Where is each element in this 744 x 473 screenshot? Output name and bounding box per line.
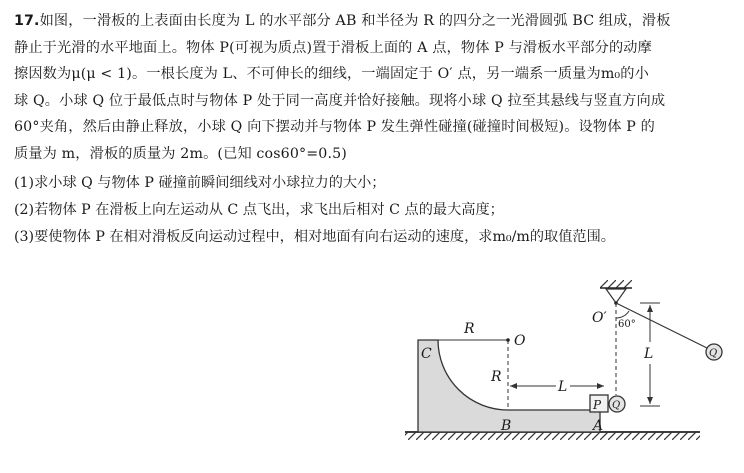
label-l-vertical: L: [644, 346, 654, 362]
label-b: B: [501, 418, 512, 434]
length-arrowhead-right: [597, 383, 604, 389]
problem-line-2: 静止于光滑的水平地面上。物体 P(可视为质点)置于滑板上面的 A 点，物体 P 与滑板水平部分的动摩: [14, 39, 652, 56]
dim-arrowhead-top: [647, 305, 653, 312]
ceiling-hatch: [600, 280, 632, 288]
label-q-bottom: Q: [612, 400, 621, 411]
angle-arc: [616, 311, 629, 318]
problem-line-3: 擦因数为μ(μ < 1)。一根长度为 L、不可伸长的细线，一端固定于 O′ 点，另一端系一质量为m₀的小: [14, 66, 649, 82]
dim-arrowhead-bottom: [647, 397, 653, 404]
label-r-top: R: [464, 321, 475, 337]
problem-number: 17.: [14, 13, 40, 29]
label-p: P: [593, 398, 602, 412]
problem-line-4: 球 Q。小球 Q 位于最低点时与物体 P 处于同一高度并恰好接触。现将小球 Q 拉至其悬线与竖直方向成: [14, 92, 666, 109]
label-o-prime: O′: [592, 310, 607, 326]
question-1: (1)求小球 Q 与物体 P 碰撞前瞬间细线对小球拉力的大小；: [14, 175, 386, 191]
label-r-side: R: [491, 369, 502, 385]
ground-hatch: [405, 432, 700, 440]
question-2: (2)若物体 P 在滑板上向左运动从 C 点飞出，求飞出后相对 C 点的最大高度；: [14, 202, 504, 218]
label-angle: 60°: [618, 319, 636, 330]
question-3: (3)要使物体 P 在相对滑板反向运动过程中，相对地面有向右运动的速度，求m₀/m的取值范围。: [14, 229, 615, 245]
pivot-triangle: [606, 289, 626, 303]
label-c: C: [421, 346, 432, 362]
length-arrowhead-left: [510, 383, 517, 389]
label-l-horizontal: L: [558, 379, 568, 395]
problem-line-5: 60°夹角，然后由静止释放，小球 Q 向下摆动并与物体 P 发生弹性碰撞(碰撞时间极短)。设物体 P 的: [14, 119, 655, 135]
center-point: [506, 338, 510, 342]
problem-line-6: 质量为 m，滑板的质量为 2m。(已知 cos60°=0.5): [14, 145, 347, 162]
label-q-swing: Q: [709, 348, 718, 359]
label-o: O: [514, 333, 526, 349]
label-a: A: [593, 418, 604, 434]
problem-line-1: 17.如图，一滑板的上表面由长度为 L 的水平部分 AB 和半径为 R 的四分之一光滑圆弧 BC 组成，滑板: [14, 13, 671, 29]
